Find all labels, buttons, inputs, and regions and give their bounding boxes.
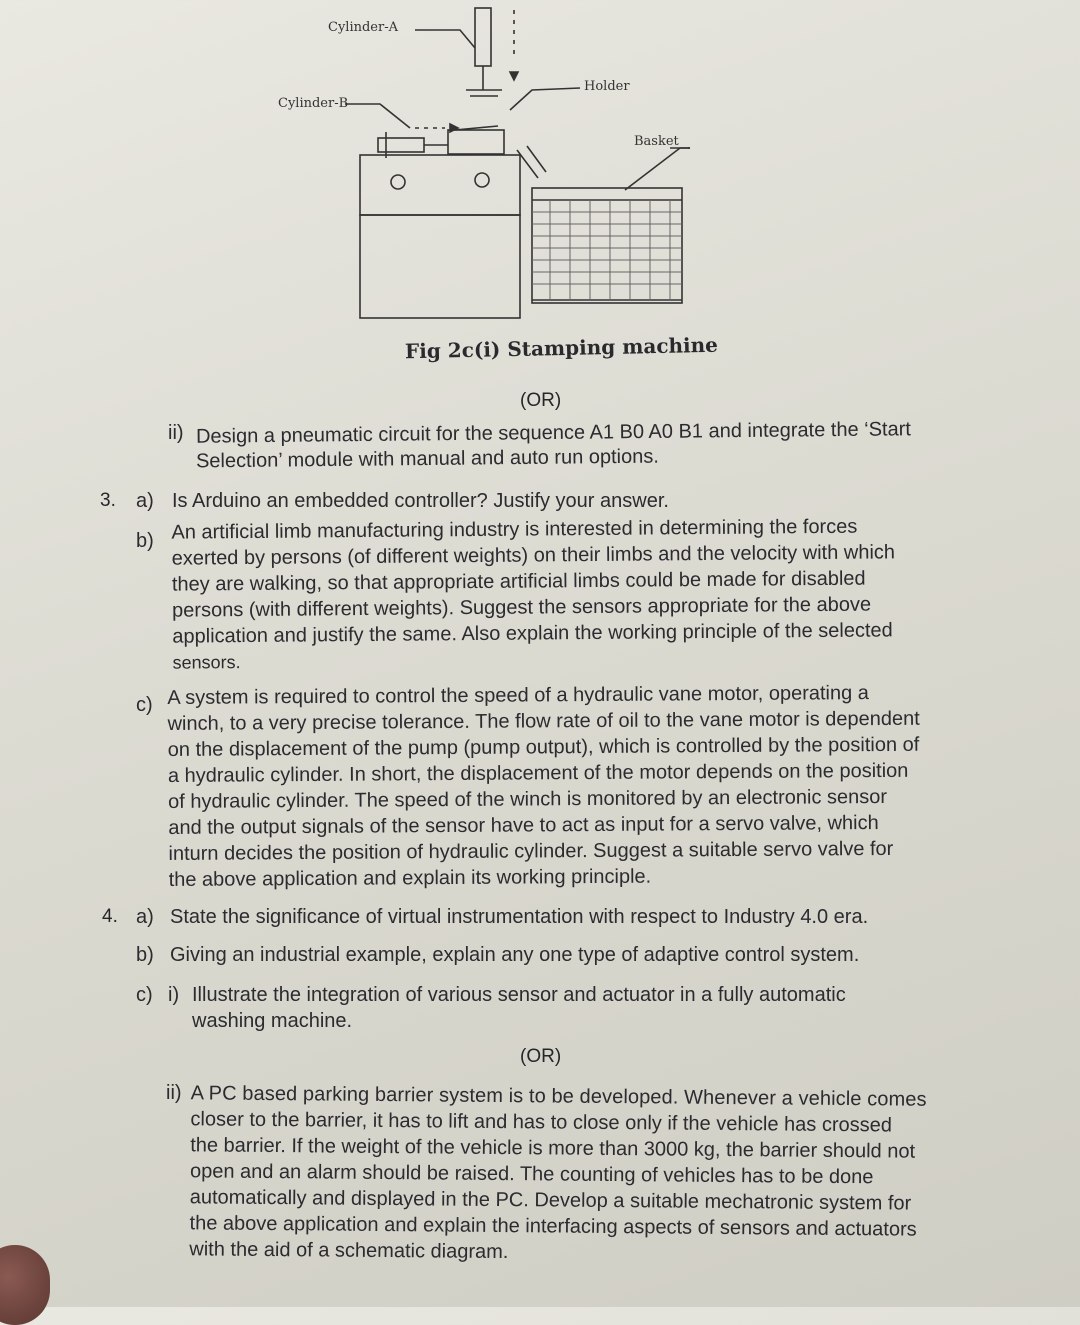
q4a-text: State the significance of virtual instrumentation with respect to Industry 4.0 era. <box>170 906 869 928</box>
q4a-number: a) <box>136 906 154 928</box>
q3-number: 3. <box>100 490 116 511</box>
figure-caption: Fig 2c(i) Stamping machine <box>404 332 719 364</box>
q4c-ii-line: with the aid of a schematic diagram. <box>189 1238 509 1264</box>
q3c-line: of hydraulic cylinder. The speed of the winch is monitored by an electronic sensor <box>168 785 888 813</box>
label-cylinder-a: Cylinder-A <box>328 20 398 35</box>
q4c-ii-line: automatically and displayed in the PC. Develop a suitable mechatronic system for <box>189 1186 912 1215</box>
q3b-line: persons (with different weights). Suggest the sensors appropriate for the above <box>172 593 872 622</box>
q4-number: 4. <box>102 906 118 927</box>
q4c-i-line2: washing machine. <box>192 1010 353 1032</box>
q3b-line: An artificial limb manufacturing industry is interested in determining the forces <box>171 515 858 544</box>
q3a-number: a) <box>136 490 154 512</box>
label-cylinder-b: Cylinder-B <box>278 96 349 111</box>
q3b-text <box>171 512 1012 675</box>
q3b-line: exerted by persons (of different weights) on their limbs and the velocity with which <box>171 541 896 570</box>
stamping-machine-diagram <box>270 0 690 330</box>
q4c-ii-line: closer to the barrier, it has to lift and has to close only if the vehicle has crossed <box>190 1108 893 1137</box>
q4c-ii-line: A PC based parking barrier system is to be developed. Whenever a vehicle comes <box>190 1082 927 1111</box>
q3c-line: a hydraulic cylinder. In short, the displacement of the motor depends on the position <box>167 759 909 787</box>
q4c-i-line1: Illustrate the integration of various sensor and actuator in a fully automatic <box>192 984 846 1006</box>
q4b-number: b) <box>136 944 154 966</box>
q4c-ii-number: ii) <box>166 1082 182 1104</box>
label-basket: Basket <box>634 134 679 149</box>
q4c-i-number: i) <box>168 984 180 1006</box>
or-divider-4c: (OR) <box>520 1046 562 1067</box>
stamping-machine-figure <box>270 0 690 330</box>
q2c-ii-number: ii) <box>168 422 184 444</box>
q3c-line: and the output signals of the sensor have to act as input for a servo valve, which <box>168 812 879 839</box>
q3c-line: winch, to a very precise tolerance. The flow rate of oil to the vane motor is dependent <box>167 707 920 735</box>
thumb-in-frame <box>0 1245 50 1325</box>
q3c-number: c) <box>136 694 153 716</box>
q3b-line: sensors. <box>172 652 241 673</box>
q3c-line: the above application and explain its working principle. <box>168 865 652 891</box>
q4c-ii-line: the barrier. If the weight of the vehicle is more than 3000 kg, the barrier should not <box>190 1134 916 1163</box>
basket-mesh <box>532 200 682 300</box>
q4c-ii-line: the above application and explain the interfacing aspects of sensors and actuators <box>189 1212 917 1241</box>
q3b-line: they are walking, so that appropriate artificial limbs could be made for disabled <box>171 567 866 596</box>
label-holder: Holder <box>584 79 630 94</box>
q4b-text: Giving an industrial example, explain any one type of adaptive control system. <box>170 944 860 966</box>
q4c-ii-text <box>189 1080 1041 1269</box>
q4c-ii-line: open and an alarm should be raised. The counting of vehicles has to be done <box>189 1160 874 1189</box>
or-divider-2c: (OR) <box>520 390 562 411</box>
q3c-text <box>167 679 1018 893</box>
q3c-line: inturn decides the position of hydraulic cylinder. Suggest a suitable servo valve for <box>168 837 894 865</box>
q3c-line: on the displacement of the pump (pump output), which is controlled by the position of <box>167 733 920 761</box>
q2c-ii-line2: Selection’ module with manual and auto run options. <box>195 445 659 473</box>
q3b-line: application and justify the same. Also explain the working principle of the selected <box>172 619 893 648</box>
q4c-number: c) <box>136 984 153 1006</box>
q3b-number: b) <box>136 530 154 552</box>
q3c-line: A system is required to control the speed of a hydraulic vane motor, operating a <box>167 682 869 709</box>
q3a-text: Is Arduino an embedded controller? Justify your answer. <box>172 490 669 512</box>
q2c-ii-line1: Design a pneumatic circuit for the sequence A1 B0 A0 B1 and integrate the ‘Start <box>195 418 911 448</box>
